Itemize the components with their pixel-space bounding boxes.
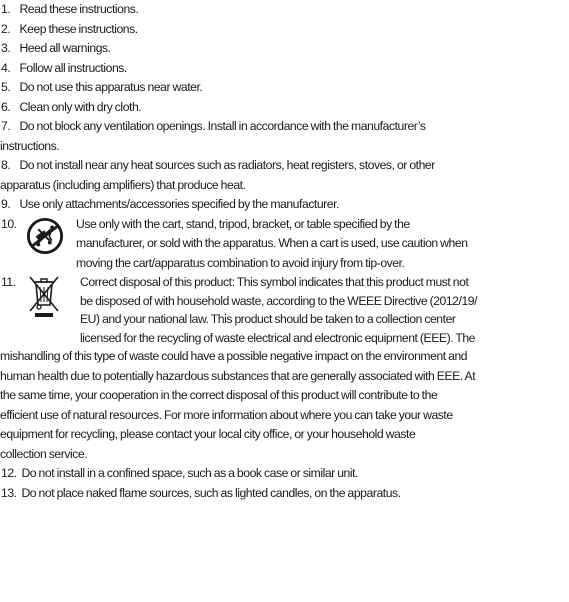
item-text-line: licensed for the recycling of waste electrical and electronic equipment (EEE). The [80, 330, 475, 345]
item-text: Do not block any ventilation openings. Install in accordance with the manufacturer’s [19, 119, 426, 133]
instruction-13 [0, 484, 569, 504]
item-text: Clean only with dry cloth. [19, 99, 142, 114]
item-text: Heed all warnings. [19, 41, 111, 55]
item-number: 12. [1, 466, 17, 480]
item-text-continued: instructions. [0, 138, 60, 153]
item-text-line: the same time, your cooperation in the correct disposal of this product will contribute to the [0, 388, 438, 402]
item-text-line: equipment for recycling, please contact your local city office, or your household waste [0, 427, 416, 441]
item-number: 2. [1, 21, 11, 36]
item-number: 6. [1, 99, 11, 114]
item-text: Read these instructions. [19, 2, 139, 16]
item-text-line: be disposed of with household waste, according to the WEEE Directive (2012/19/ [80, 293, 478, 308]
item-number: 5. [1, 80, 11, 94]
item-text: Do not use this apparatus near water. [19, 80, 203, 94]
instruction-7 [0, 117, 569, 156]
item-text: Do not place naked flame sources, such as lighted candles, on the apparatus. [21, 485, 401, 500]
item-text-line: manufacturer, or sold with the apparatus. When a cart is used, use caution when [76, 236, 468, 250]
item-text-line: human health due to potentially hazardous substances that are generally associated with EEE. At [0, 368, 476, 383]
instruction-10 [0, 215, 569, 274]
instruction-5 [0, 78, 569, 98]
item-number: 13. [1, 485, 17, 500]
instruction-4 [0, 59, 569, 79]
instruction-2 [0, 20, 569, 40]
item-text-line: collection service. [0, 446, 88, 461]
item-number: 10. [1, 216, 17, 231]
item-text: Follow all instructions. [19, 60, 127, 75]
item-text: Use only attachments/accessories specified by the manufacturer. [19, 197, 339, 211]
instruction-9 [0, 195, 569, 215]
item-number: 1. [1, 2, 11, 16]
instruction-11 [0, 273, 569, 464]
item-text-line: moving the cart/apparatus combination to avoid injury from tip-over. [76, 255, 405, 270]
item-number: 9. [1, 197, 11, 211]
instruction-6 [0, 98, 569, 118]
instruction-3 [0, 39, 569, 59]
item-text-continued: apparatus (including amplifiers) that produce heat. [0, 177, 246, 192]
item-number: 4. [1, 60, 11, 75]
item-text-line: Correct disposal of this product: This symbol indicates that this product must not [80, 275, 469, 289]
item-text-line: EU) and your national law. This product should be taken to a collection center [80, 312, 456, 326]
item-number: 11. [1, 275, 16, 289]
item-text-line: efficient use of natural resources. For more information about where you can take your waste [0, 407, 453, 422]
item-text-line: mishandling of this type of waste could have a possible negative impact on the environment and [0, 349, 468, 363]
item-text: Keep these instructions. [19, 21, 138, 36]
item-text: Do not install near any heat sources such as radiators, heat registers, stoves, or other [19, 158, 435, 172]
instruction-8 [0, 156, 569, 195]
item-number: 7. [1, 119, 11, 133]
instruction-12 [0, 464, 569, 484]
item-number: 3. [1, 41, 11, 55]
instruction-1 [0, 0, 569, 20]
item-text: Do not install in a confined space, such as a book case or similar unit. [21, 466, 359, 480]
item-number: 8. [1, 158, 11, 172]
item-text-line: Use only with the cart, stand, tripod, bracket, or table specified by the [76, 216, 410, 231]
